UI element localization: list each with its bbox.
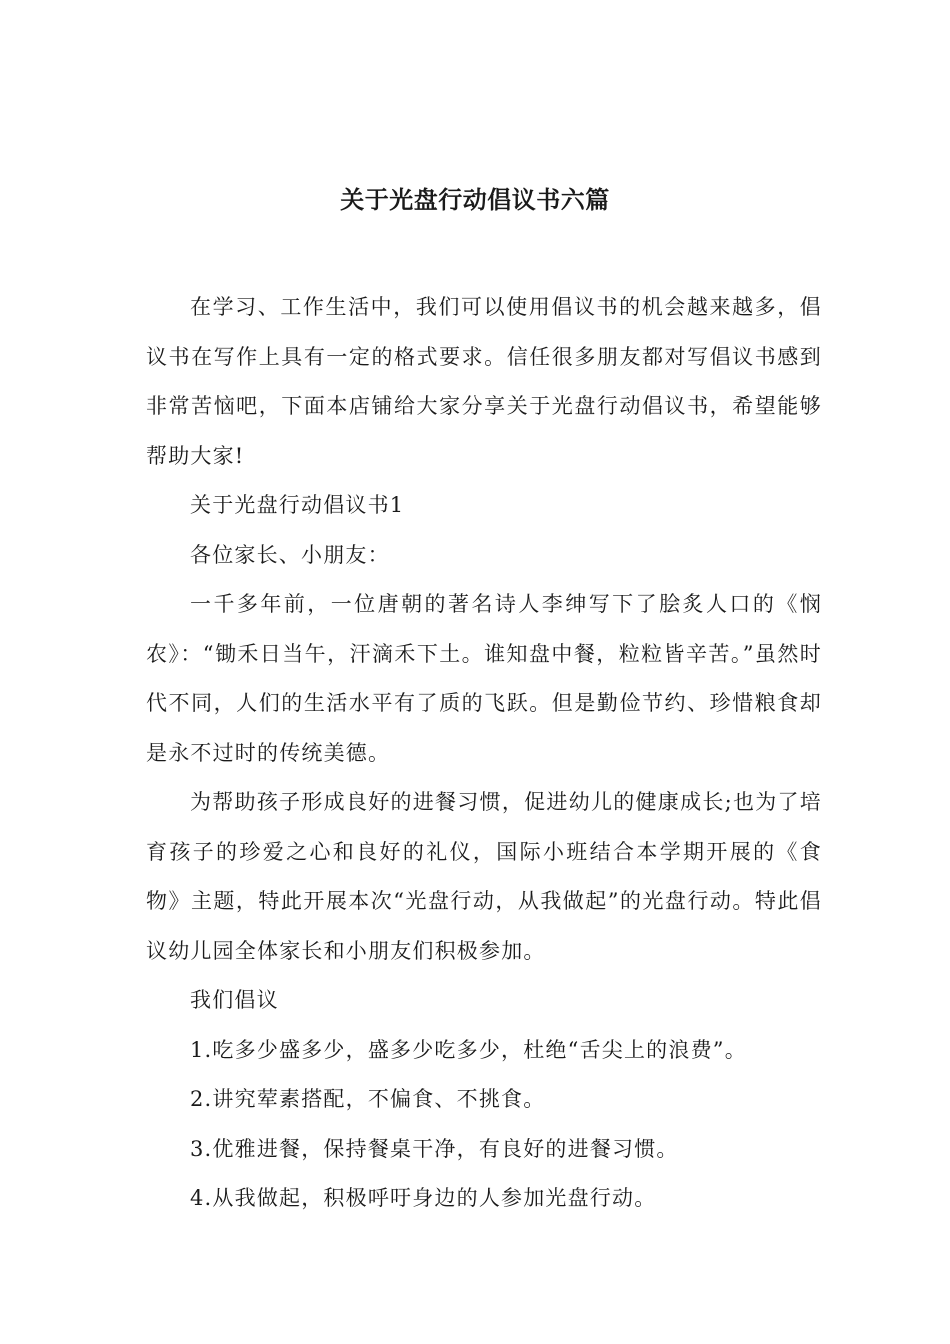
section-heading: 关于光盘行动倡议书1 — [190, 493, 405, 517]
proposal-item: 1.吃多少盛多少，盛多少吃多少，杜绝“舌尖上的浪费”。 — [190, 1037, 747, 1062]
proposal-item: 2.讲究荤素搭配，不偏食、不挑食。 — [190, 1087, 546, 1111]
proposal-heading: 我们倡议 — [190, 988, 279, 1012]
body-paragraph: 一千多年前，一位唐朝的著名诗人李绅写下了脍炙人口的《悯农》：“锄禾日当午，汗滴禾下土。谁知盘中餐，粒粒皆辛苦。”虽然时代不同，人们的生活水平有了质的飞跃。但是勤俭节约、珍惜粮食却是永不过时的传统美德。 — [146, 592, 822, 765]
proposal-item: 4.从我做起，积极呼吁身边的人参加光盘行动。 — [190, 1186, 657, 1210]
document-body — [146, 283, 822, 1224]
salutation: 各位家长、小朋友： — [190, 542, 390, 567]
body-paragraph: 为帮助孩子形成良好的进餐习惯，促进幼儿的健康成长;也为了培育孩子的珍爱之心和良好的礼仪，国际小班结合本学期开展的《食物》主题，特此开展本次“光盘行动，从我做起”的光盘行动。特此倡议幼儿园全体家长和小朋友们积极参加。 — [146, 790, 822, 963]
intro-paragraph: 在学习、工作生活中，我们可以使用倡议书的机会越来越多，倡议书在写作上具有一定的格式要求。信任很多朋友都对写倡议书感到非常苦恼吧，下面本店铺给大家分享关于光盘行动倡议书，希望能够帮助大家! — [146, 295, 822, 468]
proposal-item: 3.优雅进餐，保持餐桌干净，有良好的进餐习惯。 — [190, 1136, 679, 1161]
document-title: 关于光盘行动倡议书六篇 — [340, 186, 610, 214]
